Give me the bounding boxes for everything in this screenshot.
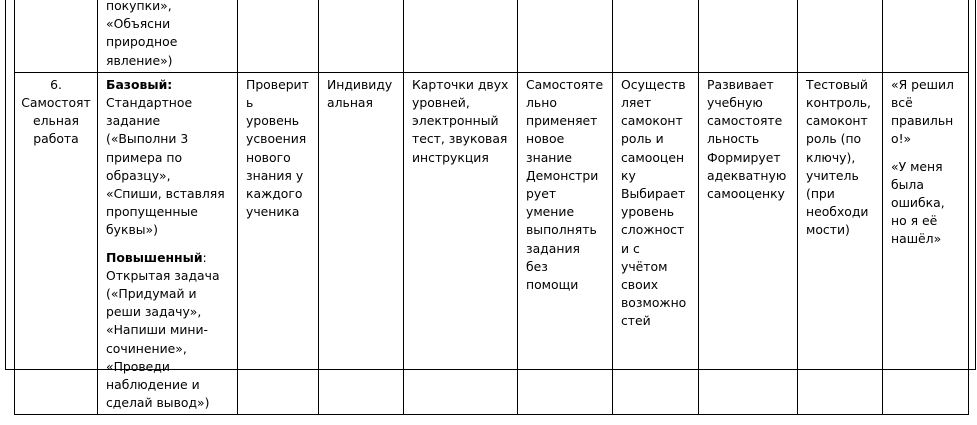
- cell-prev-form: [319, 0, 404, 72]
- cell-prev-goal: [238, 0, 319, 72]
- form-text: Индивидуальная: [327, 76, 393, 111]
- cell-uud: [613, 72, 699, 415]
- cell-control: [798, 72, 883, 415]
- cell-result: [699, 72, 798, 415]
- goal-text: Проверить уровень усвоения нового знания у каждого ученика: [246, 76, 309, 220]
- basic-level-label: Базовый: [106, 76, 168, 92]
- cell-prev-means: [404, 0, 518, 72]
- result-text: Развивает учебную самостоятельность Формирует адекватную самооценку: [707, 76, 787, 202]
- student-activity-text: Самостоятельно применяет новое знание Демонстрирует умение выполнять задания без помощи: [526, 76, 604, 293]
- table-row-previous: [15, 0, 969, 72]
- advanced-level-label: Повышенный: [106, 249, 203, 265]
- basic-task-text: Стандартное задание («Выполни 3 примера по образцу», «Спиши, вставляя пропущенные буквы»): [106, 95, 225, 238]
- cell-means: [404, 72, 518, 415]
- uud-text: Осуществляет самоконтроль и самооценку Выбирает уровень сложности с учётом своих возможностей: [621, 76, 687, 329]
- outer-border-right: [975, 0, 976, 370]
- table-row-6: [15, 72, 969, 415]
- cell-prev-student-activity: [518, 0, 613, 72]
- row-number: 6.: [50, 76, 62, 92]
- control-text: Тестовый контроль, самоконтроль (по ключу), учитель (при необходимости): [806, 76, 871, 238]
- advanced-task-text: Открытая задача («Придумай и реши задачу», «Напиши мини-сочинение», «Проведи наблюдение и сделай вывод»): [106, 267, 220, 411]
- basic-level-colon: :: [167, 76, 173, 92]
- reflection-phrase-1: «Я решил всё правильно!»: [891, 76, 954, 147]
- cell-prev-reflection: [883, 0, 969, 72]
- cell-prev-number: [15, 0, 98, 72]
- cell-goal: [238, 72, 319, 415]
- stage-name: Самостоятельная работа: [21, 95, 91, 147]
- outer-border-left: [5, 0, 6, 370]
- means-text: Карточки двух уровней, электронный тест, звуковая инструкция: [412, 76, 509, 165]
- cell-reflection: [883, 72, 969, 415]
- prev-tasks-text: покупки», «Объясни природное явление»): [106, 0, 178, 68]
- cell-prev-uud: [613, 0, 699, 72]
- basic-task-block: [106, 76, 229, 240]
- reflection-phrase-2: «У меня была ошибка, но я её нашёл»: [891, 158, 945, 247]
- cell-prev-tasks: [98, 0, 238, 72]
- cell-form: [319, 72, 404, 415]
- cell-tasks: [98, 72, 238, 415]
- cell-prev-control: [798, 0, 883, 72]
- lesson-plan-table: [14, 0, 969, 415]
- cell-stage: [15, 72, 98, 415]
- advanced-level-colon: :: [202, 249, 207, 265]
- advanced-task-block: [106, 249, 229, 413]
- cell-student-activity: [518, 72, 613, 415]
- cell-prev-result: [699, 0, 798, 72]
